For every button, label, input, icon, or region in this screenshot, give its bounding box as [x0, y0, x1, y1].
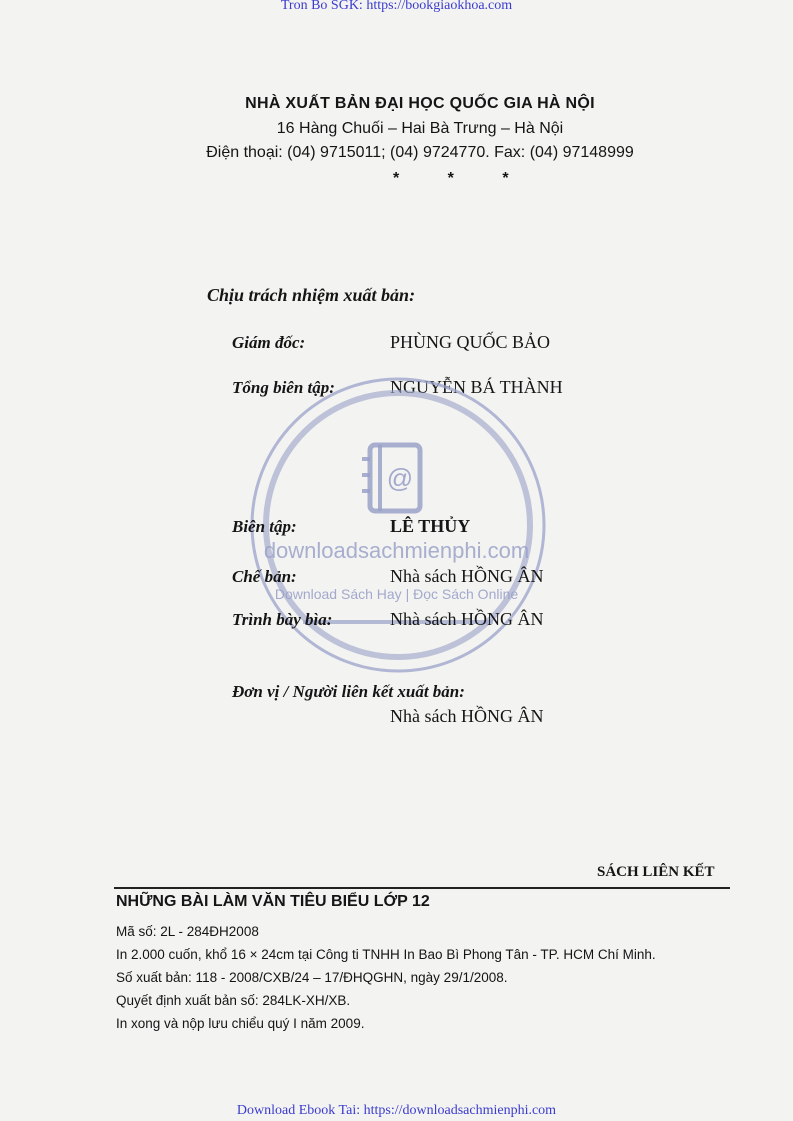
partner-label: Đơn vị / Người liên kết xuất bản: — [232, 682, 465, 701]
watermark-site-text: downloadsachmienphi.com — [263, 538, 530, 563]
editor-name: LÊ THỦY — [390, 516, 471, 536]
separator-stars: * * * — [393, 170, 531, 187]
editor-in-chief-label: Tổng biên tập: — [232, 378, 335, 397]
svg-text:@: @ — [386, 463, 414, 493]
publisher-phone: Điện thoại: (04) 9715011; (04) 9724770. Fax: (04) 97148999 — [206, 144, 634, 161]
responsibility-heading: Chịu trách nhiệm xuất bản: — [207, 285, 416, 305]
divider-rule — [114, 887, 730, 889]
completion-note: In xong và nộp lưu chiểu quý I năm 2009. — [116, 1016, 365, 1031]
partner-name: Nhà sách HỒNG ÂN — [390, 706, 544, 726]
cover-design-name: Nhà sách HỒNG ÂN — [390, 609, 544, 629]
book-title: NHỮNG BÀI LÀM VĂN TIÊU BIỂU LỚP 12 — [116, 893, 430, 910]
publishing-decision: Quyết định xuất bản số: 284LK-XH/XB. — [116, 993, 351, 1008]
book-code: Mã số: 2L - 284ĐH2008 — [116, 924, 259, 939]
typesetting-name: Nhà sách HỒNG ÂN — [390, 566, 544, 586]
publisher-name: NHÀ XUẤT BẢN ĐẠI HỌC QUỐC GIA HÀ NỘI — [245, 95, 595, 112]
director-name: PHÙNG QUỐC BẢO — [390, 332, 551, 352]
publisher-address: 16 Hàng Chuối – Hai Bà Trưng – Hà Nội — [276, 120, 564, 137]
director-label: Giám đốc: — [232, 333, 306, 352]
typesetting-label: Chế bản: — [232, 567, 297, 586]
cover-design-label: Trình bày bìa: — [232, 610, 333, 629]
series-label: SÁCH LIÊN KẾT — [597, 864, 715, 880]
footer-link[interactable]: Download Ebook Tai: https://downloadsachmienphi.com — [236, 1103, 557, 1118]
editor-label: Biên tập: — [232, 517, 297, 536]
header-link[interactable]: Tron Bo SGK: https://bookgiaokhoa.com — [280, 0, 513, 13]
editor-in-chief-name: NGUYỄN BÁ THÀNH — [390, 377, 563, 397]
watermark-tagline-text: Download Sách Hay | Đọc Sách Online — [274, 586, 519, 602]
print-run: In 2.000 cuốn, khổ 16 × 24cm tại Công ti TNHH In Bao Bì Phong Tân - TP. HCM Chí Minh. — [116, 947, 656, 962]
registration-number: Số xuất bản: 118 - 2008/CXB/24 – 17/ĐHQGHN, ngày 29/1/2008. — [116, 970, 508, 985]
